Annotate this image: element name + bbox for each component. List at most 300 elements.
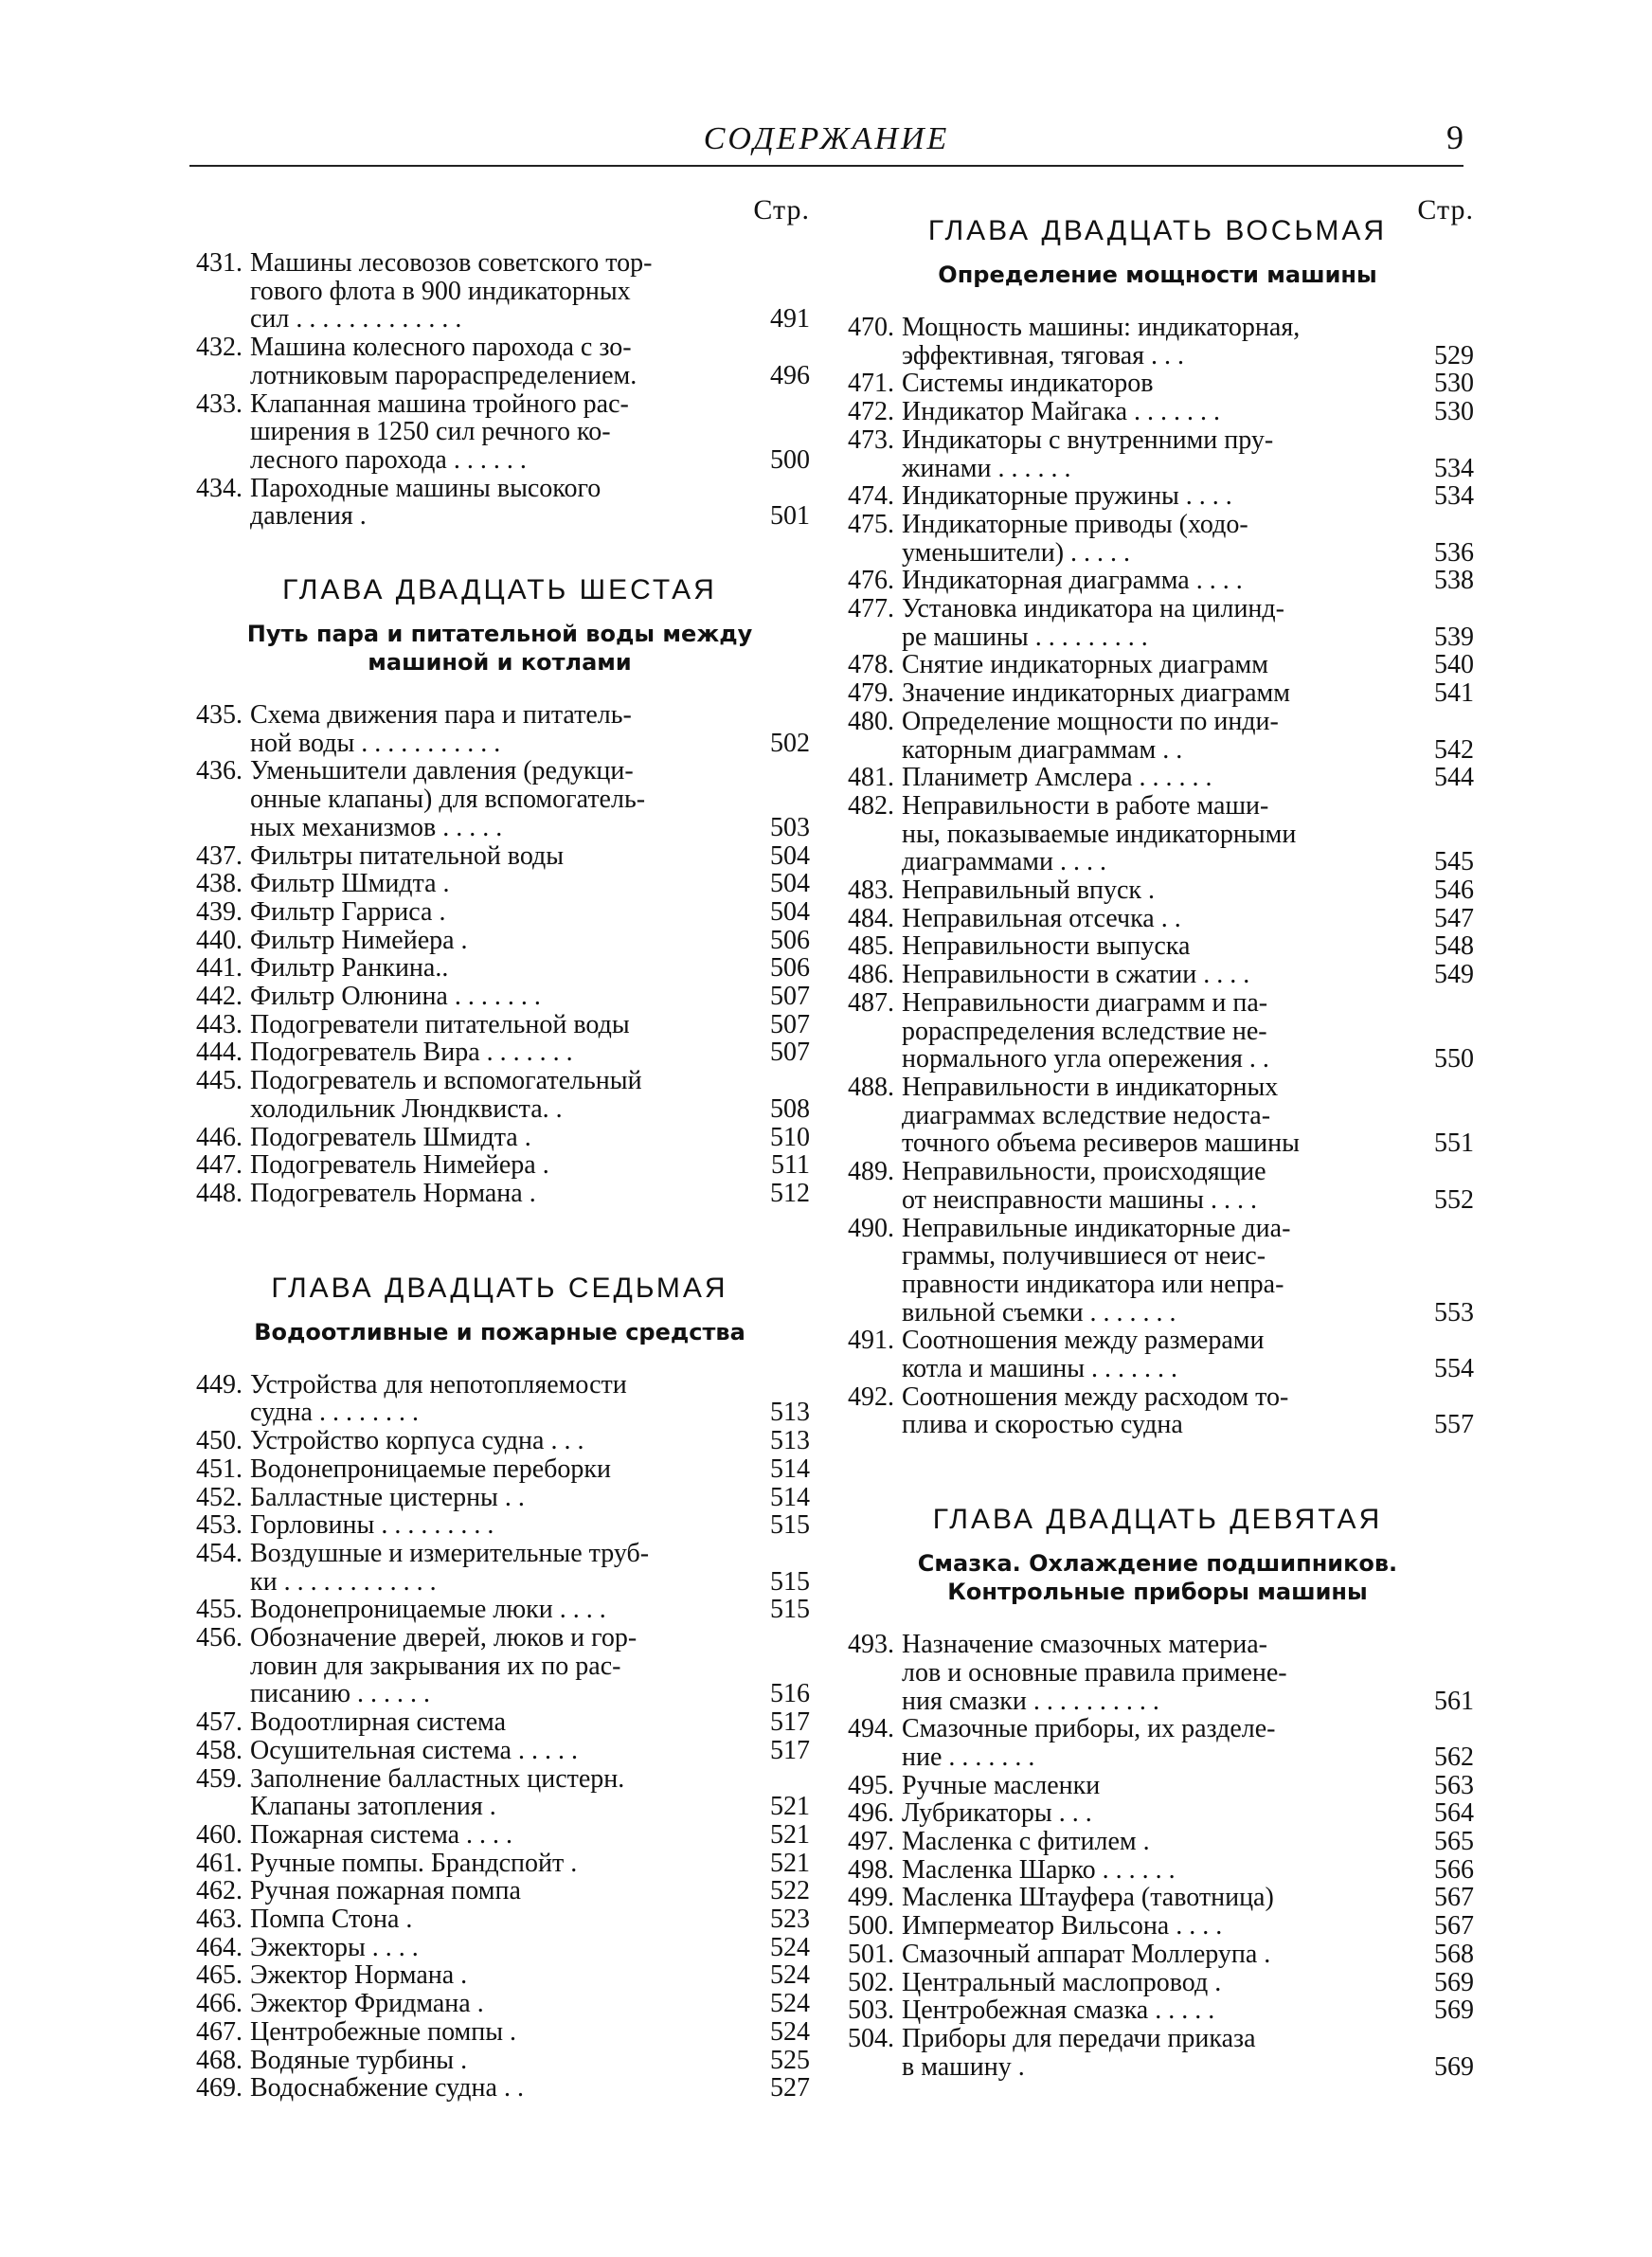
- entry-page: 538: [1434, 566, 1474, 596]
- toc-entry: [841, 1074, 1474, 1158]
- entry-number: 498.: [848, 1854, 894, 1885]
- entry-title-line: ния смазки . . . . . . . . . .: [902, 1686, 1159, 1716]
- entry-page: 548: [1434, 931, 1474, 962]
- toc-entry: [841, 567, 1474, 595]
- entry-page: 504: [770, 840, 810, 871]
- entry-title-line: Центробежная смазка . . . . .: [902, 1995, 1215, 2026]
- entry-page: 551: [1434, 1128, 1474, 1159]
- entry-title-line: Фильтр Нимейера .: [250, 925, 468, 955]
- entry-number: 476.: [848, 566, 894, 596]
- entry-title-line: диаграммах вследствие недоста-: [902, 1100, 1271, 1130]
- entry-page: 491: [770, 304, 810, 334]
- toc-entry: [189, 1067, 810, 1123]
- entry-page: 540: [1434, 650, 1474, 680]
- entry-number: 475.: [848, 509, 894, 539]
- entry-title: [902, 1215, 1417, 1327]
- entry-title-line: Машины лесовозов советского тор-: [250, 248, 653, 278]
- entry-number: 479.: [848, 678, 894, 709]
- entry-number: 455.: [196, 1595, 242, 1625]
- entry-title: [902, 1884, 1417, 1912]
- entry-title: [902, 1912, 1417, 1941]
- entry-title: [250, 475, 753, 531]
- entry-title-line: Пожарная система . . . .: [250, 1819, 513, 1850]
- entry-number: 468.: [196, 2045, 242, 2075]
- toc-entry: [841, 370, 1474, 398]
- entry-title-line: Масленка Штауфера (тавотница): [902, 1883, 1274, 1913]
- entry-title-line: Эжекторы . . . .: [250, 1932, 419, 1962]
- toc-entry: [189, 898, 810, 927]
- entry-page: 517: [770, 1707, 810, 1738]
- entry-title-line: Фильтр Гарриса .: [250, 896, 446, 927]
- entry-number: 486.: [848, 960, 894, 990]
- entry-number: 492.: [848, 1381, 894, 1412]
- entry-title-line: вильной съемки . . . . . . .: [902, 1297, 1176, 1327]
- entry-page: 530: [1434, 397, 1474, 427]
- entry-title-line: Центробежные помпы .: [250, 2016, 517, 2047]
- entry-title-line: Подогреватель Нормана .: [250, 1178, 536, 1208]
- entry-title-line: Водоснабжение судна . .: [250, 2073, 524, 2104]
- entry-page: 510: [770, 1122, 810, 1152]
- toc-entry: [189, 390, 810, 475]
- entry-page: 536: [1434, 537, 1474, 568]
- entry-title-line: Смазочный аппарат Моллерупа .: [902, 1939, 1271, 1969]
- entry-title: [902, 482, 1417, 511]
- entry-title-line: Масленка с фитилем .: [902, 1827, 1150, 1857]
- toc-entry: [189, 1850, 810, 1878]
- entry-page: 542: [1434, 734, 1474, 765]
- toc-entry: [189, 701, 810, 757]
- entry-title-line: Горловины . . . . . . . . .: [250, 1510, 494, 1541]
- entry-title: [250, 1737, 753, 1765]
- entry-page: 525: [770, 2045, 810, 2075]
- toc-list: [189, 249, 810, 531]
- toc-entry: [189, 1990, 810, 2018]
- entry-page: 515: [770, 1566, 810, 1597]
- entry-title-line: Неправильности в индикаторных: [902, 1072, 1279, 1102]
- entry-title-line: Индикаторные приводы (ходо-: [902, 509, 1248, 539]
- entry-page: 514: [770, 1482, 810, 1512]
- entry-number: 453.: [196, 1510, 242, 1541]
- entry-title-line: Подогреватель Шмидта .: [250, 1122, 531, 1152]
- toc-entry: [841, 905, 1474, 933]
- entry-title-line: плива и скоростью судна: [902, 1410, 1183, 1440]
- entry-title-line: Индикаторные пружины . . . .: [902, 481, 1232, 512]
- toc-entry: [189, 1511, 810, 1540]
- entry-title-line: Подогреватель Вира . . . . . . .: [250, 1038, 573, 1068]
- entry-number: 482.: [848, 790, 894, 821]
- page-header: [189, 116, 1463, 167]
- entry-number: 439.: [196, 896, 242, 927]
- entry-title-line: лесного парохода . . . . . .: [250, 444, 527, 475]
- entry-number: 472.: [848, 397, 894, 427]
- entry-title-line: сил . . . . . . . . . . . . .: [250, 304, 462, 334]
- entry-title: [902, 314, 1417, 370]
- toc-entry: [841, 314, 1474, 370]
- entry-number: 442.: [196, 982, 242, 1012]
- entry-title-line: холодильник Люндквиста. .: [250, 1093, 563, 1124]
- toc-entry: [841, 1884, 1474, 1912]
- entry-number: 488.: [848, 1072, 894, 1102]
- entry-title-line: Балластные цистерны . .: [250, 1482, 525, 1512]
- entry-title: [250, 1540, 753, 1596]
- entry-title-line: Определение мощности по инди-: [902, 706, 1279, 736]
- entry-title: [250, 1011, 753, 1039]
- entry-title: [902, 1074, 1417, 1158]
- entry-page: 562: [1434, 1742, 1474, 1772]
- entry-title-line: Индикаторная диаграмма . . . .: [902, 566, 1243, 596]
- toc-entry: [841, 511, 1474, 567]
- page-number: 9: [1446, 118, 1463, 156]
- toc-entry: [189, 1877, 810, 1905]
- toc-entry: [189, 1961, 810, 1990]
- entry-title-line: ловин для закрывания их по рас-: [250, 1651, 621, 1681]
- entry-title: [902, 1327, 1417, 1382]
- entry-page: 567: [1434, 1883, 1474, 1913]
- toc-entry: [189, 1737, 810, 1765]
- entry-page: 545: [1434, 847, 1474, 877]
- entry-number: 434.: [196, 473, 242, 503]
- entry-title-line: Подогреватели питательной воды: [250, 1009, 630, 1039]
- entry-number: 433.: [196, 388, 242, 419]
- toc-entry: [841, 595, 1474, 651]
- entry-title: [250, 1484, 753, 1512]
- entry-title: [902, 2025, 1417, 2081]
- entry-title: [902, 1856, 1417, 1885]
- toc-entry: [189, 1427, 810, 1455]
- entry-title: [902, 1383, 1417, 1439]
- toc-entry: [841, 989, 1474, 1074]
- entry-number: 477.: [848, 594, 894, 624]
- toc-entry: [189, 1151, 810, 1180]
- entry-page: 547: [1434, 903, 1474, 933]
- entry-title: [250, 1765, 753, 1821]
- toc-entry: [841, 651, 1474, 679]
- toc-entry: [189, 1624, 810, 1708]
- entry-page: 534: [1434, 453, 1474, 483]
- entry-page: 513: [770, 1426, 810, 1456]
- entry-title-line: Приборы для передачи приказа: [902, 2023, 1256, 2053]
- toc-entry: [841, 1158, 1474, 1214]
- toc-entry: [841, 1383, 1474, 1439]
- entry-number: 449.: [196, 1369, 242, 1399]
- entry-page: 569: [1434, 2051, 1474, 2082]
- entry-page: 534: [1434, 481, 1474, 512]
- entry-title-line: Схема движения пара и питатель-: [250, 700, 632, 731]
- entry-title-line: Неправильности диаграмм и па-: [902, 987, 1268, 1018]
- entry-title-line: Подогреватель и вспомогательный: [250, 1066, 642, 1096]
- entry-title: [250, 2018, 753, 2047]
- entry-title-line: Машина колесного парохода с зо-: [250, 333, 632, 363]
- entry-title-line: Ручные помпы. Брандспойт .: [250, 1848, 578, 1878]
- right-column: [841, 194, 1474, 2081]
- toc-entry: [841, 679, 1474, 708]
- entry-number: 502.: [848, 1967, 894, 1997]
- entry-page: 569: [1434, 1967, 1474, 1997]
- entry-title: [250, 1180, 753, 1208]
- entry-title-line: Масленка Шарко . . . . . .: [902, 1854, 1176, 1885]
- entry-title-line: Фильтр Ранкина..: [250, 953, 449, 984]
- entry-title: [902, 1799, 1417, 1828]
- entry-title-line: Снятие индикаторных диаграмм: [902, 650, 1268, 680]
- toc-entry: [189, 1934, 810, 1962]
- entry-title: [250, 1708, 753, 1737]
- entry-title: [902, 511, 1417, 567]
- entry-number: 460.: [196, 1819, 242, 1850]
- entry-number: 490.: [848, 1213, 894, 1243]
- entry-title: [902, 961, 1417, 989]
- entry-page: 513: [770, 1398, 810, 1428]
- toc-entry: [841, 1856, 1474, 1885]
- entry-page: 507: [770, 1038, 810, 1068]
- entry-title-line: Неправильности в работе маши-: [902, 790, 1269, 821]
- entry-title: [902, 1996, 1417, 2025]
- entry-page: 516: [770, 1679, 810, 1709]
- entry-title-line: ние . . . . . . .: [902, 1742, 1035, 1772]
- toc-list: [189, 1371, 810, 2103]
- entry-title-line: Значение индикаторных диаграмм: [902, 678, 1290, 709]
- toc-entry: [189, 1540, 810, 1596]
- entry-page: 515: [770, 1595, 810, 1625]
- entry-page: 524: [770, 1960, 810, 1991]
- toc-entry: [841, 482, 1474, 511]
- entry-number: 495.: [848, 1770, 894, 1800]
- entry-title-line: правности индикатора или непра-: [902, 1269, 1284, 1299]
- entry-title-line: давления .: [250, 501, 367, 532]
- toc-entry: [189, 1455, 810, 1484]
- entry-title: [250, 870, 753, 898]
- entry-number: 458.: [196, 1735, 242, 1765]
- entry-title-line: Фильтр Шмидта .: [250, 869, 450, 899]
- entry-number: 462.: [196, 1876, 242, 1906]
- toc-entry: [189, 1124, 810, 1152]
- entry-page: 569: [1434, 1995, 1474, 2026]
- entry-number: 465.: [196, 1960, 242, 1991]
- subtitle-line: Контрольные приборы машины: [947, 1579, 1368, 1606]
- entry-title-line: котла и машины . . . . . . .: [902, 1354, 1178, 1384]
- entry-title-line: Клапаны затопления .: [250, 1792, 496, 1822]
- entry-number: 431.: [196, 248, 242, 278]
- entry-title-line: лов и основные правила примене-: [902, 1657, 1287, 1688]
- entry-title-line: Неправильности выпуска: [902, 931, 1191, 962]
- entry-title: [250, 1124, 753, 1152]
- toc-entry: [189, 1708, 810, 1737]
- entry-page: 527: [770, 2073, 810, 2104]
- entry-title: [250, 1511, 753, 1540]
- entry-number: 467.: [196, 2016, 242, 2047]
- entry-number: 454.: [196, 1538, 242, 1568]
- entry-title: [902, 1158, 1417, 1214]
- entry-title-line: Индикатор Майгака . . . . . . .: [902, 397, 1221, 427]
- entry-number: 471.: [848, 369, 894, 399]
- entry-number: 451.: [196, 1454, 242, 1484]
- entry-title: [250, 898, 753, 927]
- entry-title: [902, 792, 1417, 876]
- entry-page: 501: [770, 501, 810, 532]
- toc-entry: [189, 870, 810, 898]
- entry-title: [902, 1969, 1417, 1997]
- entry-title-line: Устройство корпуса судна . . .: [250, 1426, 584, 1456]
- toc-list: [841, 314, 1474, 1439]
- entry-number: 473.: [848, 424, 894, 455]
- toc-entry: [189, 1038, 810, 1067]
- entry-title: [902, 1941, 1417, 1969]
- entry-title-line: ных механизмов . . . . .: [250, 812, 503, 842]
- entry-title-line: жинами . . . . . .: [902, 453, 1071, 483]
- entry-title: [250, 334, 753, 389]
- left-column: [189, 194, 810, 2103]
- entry-page: 546: [1434, 876, 1474, 906]
- entry-page: 557: [1434, 1410, 1474, 1440]
- entry-page: 507: [770, 1009, 810, 1039]
- toc-entry: [189, 927, 810, 955]
- entry-number: 503.: [848, 1995, 894, 2026]
- entry-title-line: Фильтр Олюнина . . . . . . .: [250, 982, 541, 1012]
- entry-page: 504: [770, 869, 810, 899]
- toc-entry: [841, 792, 1474, 876]
- entry-number: 497.: [848, 1827, 894, 1857]
- entry-title-line: ки . . . . . . . . . . . .: [250, 1566, 437, 1597]
- entry-number: 489.: [848, 1157, 894, 1187]
- entry-page: 523: [770, 1905, 810, 1935]
- entry-title-line: точного объема ресиверов машины: [902, 1128, 1300, 1159]
- entry-number: 452.: [196, 1482, 242, 1512]
- entry-title-line: Обозначение дверей, люков и гор-: [250, 1623, 637, 1653]
- toc-entry: [841, 1715, 1474, 1771]
- entry-number: 459.: [196, 1763, 242, 1794]
- entry-page: 514: [770, 1454, 810, 1484]
- entry-title-line: ной воды . . . . . . . . . . .: [250, 728, 501, 758]
- toc-entry: [189, 954, 810, 983]
- entry-title: [250, 1905, 753, 1934]
- entry-title-line: лотниковым парораспределением.: [250, 360, 637, 390]
- entry-title: [902, 1715, 1417, 1771]
- entry-title: [250, 1427, 753, 1455]
- toc-entry: [189, 1765, 810, 1821]
- entry-title-line: Смазочные приборы, их разделе-: [902, 1714, 1276, 1744]
- entry-title-line: Неправильный впуск .: [902, 876, 1156, 906]
- subtitle-line: машиной и котлами: [368, 649, 632, 677]
- entry-page: 503: [770, 812, 810, 842]
- toc-entry: [841, 1772, 1474, 1800]
- entry-title-line: Водоотлирная система: [250, 1707, 506, 1738]
- entry-title-line: Неправильная отсечка . .: [902, 903, 1181, 933]
- entry-title-line: Пароходные машины высокого: [250, 473, 602, 503]
- entry-number: 456.: [196, 1623, 242, 1653]
- entry-title: [250, 1596, 753, 1624]
- entry-title-line: Лубрикаторы . . .: [902, 1798, 1092, 1829]
- entry-title-line: Неправильные индикаторные диа-: [902, 1213, 1291, 1243]
- toc-entry: [189, 1484, 810, 1512]
- toc-entry: [841, 1215, 1474, 1327]
- entry-title-line: ширения в 1250 сил речного ко-: [250, 417, 611, 447]
- page-column-label: Стр.: [753, 194, 810, 226]
- entry-title-line: Системы индикаторов: [902, 369, 1154, 399]
- entry-page: 522: [770, 1876, 810, 1906]
- entry-number: 496.: [848, 1798, 894, 1829]
- entry-number: 466.: [196, 1989, 242, 2019]
- entry-title: [250, 1934, 753, 1962]
- entry-title-line: Назначение смазочных материа-: [902, 1630, 1267, 1660]
- entry-title-line: Планиметр Амслера . . . . . .: [902, 763, 1212, 793]
- entry-title: [250, 1151, 753, 1180]
- chapter-subtitle: [189, 620, 810, 677]
- entry-title-line: нормального угла опережения . .: [902, 1044, 1269, 1074]
- entry-title-line: Эжектор Фридмана .: [250, 1989, 484, 2019]
- entry-page: 529: [1434, 340, 1474, 370]
- toc-entry: [189, 1905, 810, 1934]
- entry-title: [902, 1828, 1417, 1856]
- toc-entry: [189, 2074, 810, 2103]
- chapter-subtitle: [841, 261, 1474, 289]
- entry-number: 441.: [196, 953, 242, 984]
- entry-title: [902, 595, 1417, 651]
- entry-title-line: Неправильности, происходящие: [902, 1157, 1266, 1187]
- toc-entry: [189, 249, 810, 334]
- entry-title: [250, 1455, 753, 1484]
- entry-number: 440.: [196, 925, 242, 955]
- entry-title: [250, 927, 753, 955]
- entry-number: 481.: [848, 763, 894, 793]
- entry-number: 500.: [848, 1911, 894, 1941]
- entry-number: 448.: [196, 1178, 242, 1208]
- toc-entry: [841, 2025, 1474, 2081]
- entry-number: 461.: [196, 1848, 242, 1878]
- entry-number: 446.: [196, 1122, 242, 1152]
- entry-title-line: Центральный маслопровод .: [902, 1967, 1222, 1997]
- page-title: СОДЕРЖАНИЕ: [703, 121, 950, 156]
- entry-title-line: уменьшители) . . . . .: [902, 537, 1131, 568]
- entry-title: [902, 426, 1417, 482]
- entry-number: 501.: [848, 1939, 894, 1969]
- toc-entry: [841, 1996, 1474, 2025]
- entry-number: 432.: [196, 333, 242, 363]
- entry-page: 521: [770, 1819, 810, 1850]
- entry-page: 512: [770, 1178, 810, 1208]
- toc-entry: [841, 1941, 1474, 1969]
- entry-title: [250, 1850, 753, 1878]
- entry-title-line: Заполнение балластных цистерн.: [250, 1763, 625, 1794]
- toc-entry: [189, 475, 810, 531]
- entry-title: [250, 1877, 753, 1905]
- entry-page: 567: [1434, 1911, 1474, 1941]
- entry-title: [250, 1038, 753, 1067]
- entry-title: [250, 1961, 753, 1990]
- entry-page: 515: [770, 1510, 810, 1541]
- entry-title-line: ны, показываемые индикаторными: [902, 819, 1297, 849]
- entry-page: 565: [1434, 1827, 1474, 1857]
- toc-entry: [841, 1799, 1474, 1828]
- entry-page: 507: [770, 982, 810, 1012]
- entry-page: 544: [1434, 763, 1474, 793]
- entry-title-line: Водяные турбины .: [250, 2045, 468, 2075]
- entry-page: 563: [1434, 1770, 1474, 1800]
- entry-title: [902, 567, 1417, 595]
- entry-page: 500: [770, 444, 810, 475]
- toc-entry: [841, 1969, 1474, 1997]
- entry-page: 561: [1434, 1686, 1474, 1716]
- chapter-subtitle: [841, 1549, 1474, 1606]
- chapter-heading: ГЛАВА ДВАДЦАТЬ СЕДЬМАЯ: [271, 1272, 728, 1304]
- entry-number: 437.: [196, 840, 242, 871]
- entry-number: 435.: [196, 700, 242, 731]
- entry-title: [250, 2074, 753, 2103]
- entry-title: [250, 249, 753, 334]
- toc-entry: [189, 1180, 810, 1208]
- entry-number: 485.: [848, 931, 894, 962]
- entry-number: 464.: [196, 1932, 242, 1962]
- entry-title: [902, 370, 1417, 398]
- toc-entry: [189, 1596, 810, 1624]
